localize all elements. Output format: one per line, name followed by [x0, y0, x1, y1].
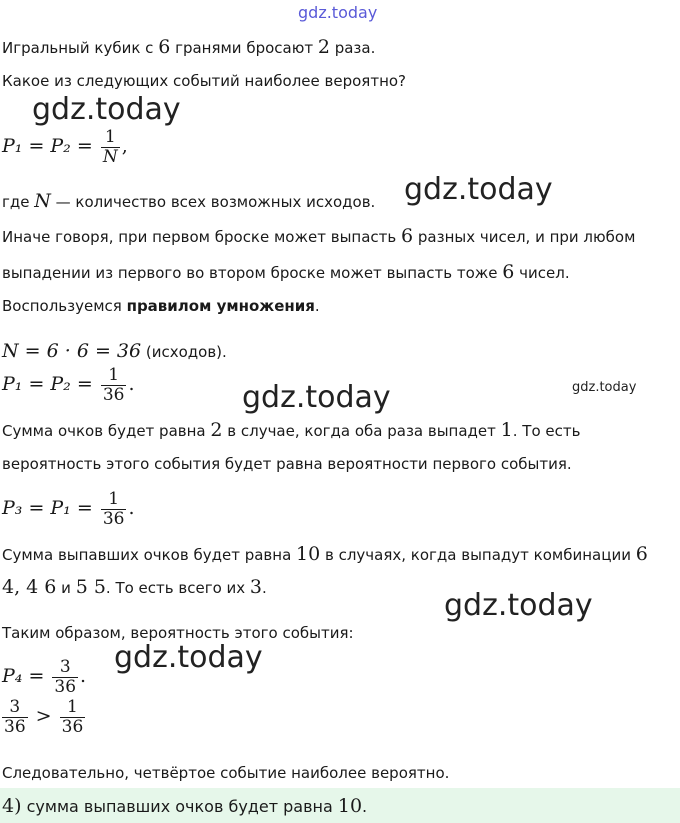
fraction: $\frac{1}{36}$ [102, 365, 125, 405]
problem-line-1 [2, 36, 375, 58]
formula-p1-p2-value [2, 366, 135, 405]
math: P₁ = P₂ = [2, 373, 99, 395]
math: , [121, 135, 128, 157]
text: в случаях, когда выпадут комбинации [320, 546, 636, 564]
math: 6 [635, 543, 648, 565]
math: 10 [337, 795, 363, 817]
fraction: $\frac{3}{36}$ [54, 657, 77, 697]
math: 2 [210, 419, 223, 441]
math: > [29, 705, 58, 727]
line-15: Таким образом, вероятность этого события: [2, 624, 354, 642]
text: . То есть [512, 422, 581, 440]
watermark-3: gdz.today [242, 380, 391, 415]
text: разных чисел, и при любом [413, 228, 636, 246]
math: P₄ = [2, 665, 51, 687]
text: сумма выпавших очков будет равна [21, 797, 338, 816]
math: 4, 4 6 [2, 576, 57, 598]
text: (исходов). [141, 343, 227, 361]
math: P₃ = P₁ = [2, 497, 99, 519]
watermark-4: gdz.today [444, 588, 593, 623]
math: . [128, 497, 135, 519]
answer-box [0, 788, 680, 823]
top-watermark: gdz.today [298, 3, 378, 22]
math: N [34, 190, 51, 212]
text: . [362, 797, 368, 816]
text: Сумма выпавших очков будет равна [2, 546, 297, 564]
text: Игральный кубик с [2, 39, 159, 57]
text: и [56, 579, 76, 597]
formula-p1-p2-n [2, 128, 128, 167]
line-11: вероятность этого события будет равна вероятности первого события. [2, 455, 572, 473]
text: Иначе говоря, при первом броске может выпасть [2, 228, 402, 246]
math: N = 6 · 6 = 36 [2, 340, 142, 362]
text: гранями бросают [170, 39, 318, 57]
formula-n-count [2, 340, 227, 362]
text: . [314, 297, 320, 315]
watermark-1: gdz.today [32, 92, 181, 127]
math: 6 [158, 36, 171, 58]
text: Воспользуемся [2, 297, 127, 315]
watermark-2: gdz.today [404, 172, 553, 207]
line-14 [2, 576, 267, 598]
text: — количество всех возможных исходов. [50, 193, 376, 211]
math: 10 [296, 543, 321, 565]
line-18: Следовательно, четвёртое событие наиболее вероятно. [2, 764, 450, 782]
math: 2 [317, 36, 330, 58]
bold-term: правилом умножения [126, 297, 315, 315]
formula-p3 [2, 490, 135, 529]
text: Сумма очков будет равна [2, 422, 211, 440]
watermark-small: gdz.today [572, 380, 637, 395]
line-10 [2, 419, 580, 441]
math: P₁ = P₂ = [2, 135, 99, 157]
fraction: $\frac{3}{36}$ [4, 697, 26, 737]
text: где [2, 193, 35, 211]
math: 4) [2, 795, 22, 817]
formula-comparison [0, 698, 87, 737]
text: раза. [329, 39, 376, 57]
line-13 [2, 543, 648, 565]
math: 3 [249, 576, 263, 598]
math: 6 [502, 261, 515, 283]
formula-p4 [2, 658, 86, 697]
math: . [80, 665, 87, 687]
answer-text [2, 795, 367, 817]
math: 6 [401, 225, 414, 247]
text: . [262, 579, 267, 597]
math: 5 5 [75, 576, 106, 598]
text: . То есть всего их [105, 579, 250, 597]
fraction: $\frac{1}{36}$ [102, 489, 125, 529]
line-4 [2, 190, 375, 212]
text: чисел. [514, 264, 570, 282]
watermark-5: gdz.today [114, 640, 263, 675]
line-6 [2, 261, 570, 283]
text: в случае, когда оба раза выпадет [222, 422, 501, 440]
fraction: $\frac{1}{N}$ [102, 127, 118, 167]
line-5 [2, 225, 635, 247]
text: выпадении из первого во втором броске может выпасть тоже [2, 264, 503, 282]
line-7 [2, 297, 320, 315]
problem-line-2: Какое из следующих событий наиболее вероятно? [2, 72, 407, 90]
math: . [128, 373, 135, 395]
math: 1 [500, 419, 513, 441]
fraction: $\frac{1}{36}$ [61, 697, 84, 737]
